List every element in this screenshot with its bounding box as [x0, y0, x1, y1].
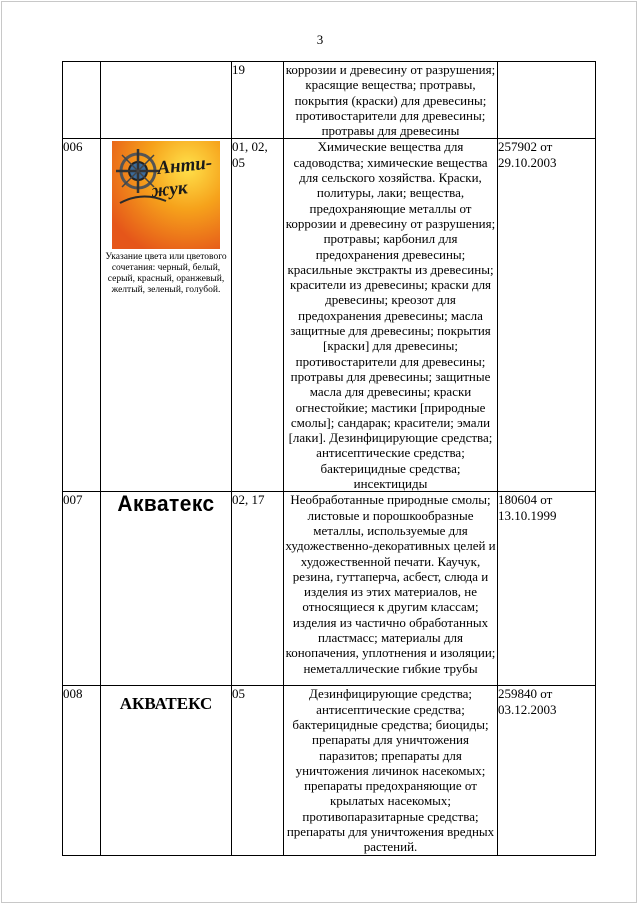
- classes-cell: 19: [232, 62, 284, 139]
- row-number: 007: [63, 492, 101, 686]
- registration-cell: [498, 62, 596, 139]
- goods-cell: коррозии и древесину от разрушения; красящие вещества; протравы, покрытия (краски) для древесины; противостарители для древесины; протравы для древесины: [284, 62, 498, 139]
- svg-text:жук: жук: [150, 177, 189, 203]
- mark-cell: [101, 492, 232, 686]
- classes-cell: 05: [232, 686, 284, 855]
- mark-cell: [101, 139, 232, 492]
- table-row: [63, 492, 596, 686]
- row-number: [63, 62, 101, 139]
- akvateks-wordmark: Акватекс: [117, 491, 215, 517]
- color-note: Указание цвета или цветового сочетания: черный, белый, серый, красный, оранжевый, желтый, зеленый, голубой.: [105, 252, 227, 296]
- registration-cell: 257902 от 29.10.2003: [498, 139, 596, 492]
- registration-cell: 180604 от 13.10.1999: [498, 492, 596, 686]
- classes-cell: 02, 17: [232, 492, 284, 686]
- svg-text:Анти-: Анти-: [156, 152, 214, 180]
- table-row: [63, 686, 596, 855]
- anti-zhuk-logo: [112, 141, 220, 249]
- goods-cell: Химические вещества для садоводства; химические вещества для сельского хозяйства. Краски, политуры, лаки; вещества, предохраняющие металлы от коррозии и древесину от разрушения; протравы; карбонил для предохранения древесины; красильные экстракты из древесины; красители из древесины; краски для древесины; креозот для предохранения древесины; масла защитные для древесины; покрытия [краски] для древесины; противостарители для древесины; протравы для древесины; защитные масла для древесины; краски огнестойкие; мастики [природные смолы]; сандарак; красители; эмали [лаки]. Дезинфицирующие средства; антисептические средства; бактерицидные средства; инсектициды: [284, 139, 498, 492]
- akvateks-caps-wordmark: АКВАТЕКС: [119, 694, 213, 714]
- mark-cell: [101, 62, 232, 139]
- table-row: [63, 139, 596, 492]
- trademark-table: [62, 61, 596, 856]
- registration-cell: 259840 от 03.12.2003: [498, 686, 596, 855]
- row-number: 006: [63, 139, 101, 492]
- table-row: [63, 62, 596, 139]
- goods-cell: Необработанные природные смолы; листовые и порошкообразные металлы, используемые для художественно-декоративных целей и художественной печати. Каучук, резина, гуттаперча, асбест, слюда и изделия из этих материалов, не относящиеся к другим классам; изделия из частично обработанных пластмасс; материалы для конопачения, уплотнения и изоляции; неметаллические гибкие трубы: [284, 492, 498, 686]
- row-number: 008: [63, 686, 101, 855]
- goods-cell: Дезинфицирующие средства; антисептические средства; бактерицидные средства; биоциды; препараты для уничтожения паразитов; препараты для уничтожения личинок насекомых; препараты предохраняющие от крылатых насекомых; противопаразитарные средства; препараты для уничтожения вредных растений.: [284, 686, 498, 855]
- page-number: 3: [316, 32, 324, 47]
- classes-cell: 01, 02, 05: [232, 139, 284, 492]
- mark-cell: [101, 686, 232, 855]
